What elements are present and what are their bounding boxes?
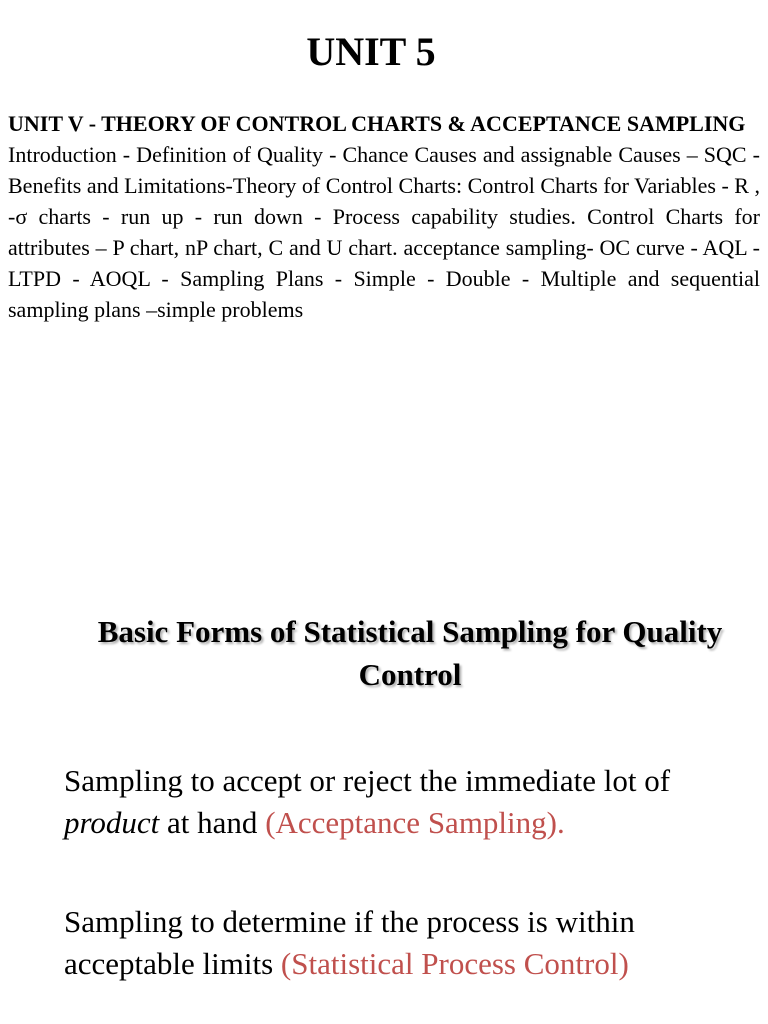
point-text-after: at hand (159, 805, 266, 840)
unit-title: UNIT 5 (306, 29, 436, 74)
acceptance-sampling-point (64, 760, 754, 844)
point-text-before: Sampling to accept or reject the immediate lot of (64, 763, 671, 798)
point-emphasis: product (64, 805, 160, 840)
syllabus-heading: UNIT V - THEORY OF CONTROL CHARTS & ACCEPTANCE SAMPLING (8, 111, 746, 136)
point-text-before: Sampling to determine if the process is within acceptable limits (64, 904, 635, 981)
process-control-highlight: (Statistical Process Control) (280, 946, 629, 981)
acceptance-sampling-highlight: (Acceptance Sampling). (265, 805, 565, 840)
syllabus-body: Introduction - Definition of Quality - Chance Causes and assignable Causes – SQC -Benefits and Limitations-Theory of Control Charts: Control Charts for Variables - R , -σ charts - run up - run down - Process capability studies. Control Charts for attributes – P chart, nP chart, C and U chart. acceptance sampling- OC curve - AQL - LTPD - AOQL - Sampling Plans - Simple - Double - Multiple and sequential sampling plans –simple problems (8, 142, 760, 322)
slide-title: Basic Forms of Statistical Sampling for Quality Control (97, 614, 723, 692)
syllabus-block (8, 108, 760, 325)
process-control-point (64, 901, 754, 985)
